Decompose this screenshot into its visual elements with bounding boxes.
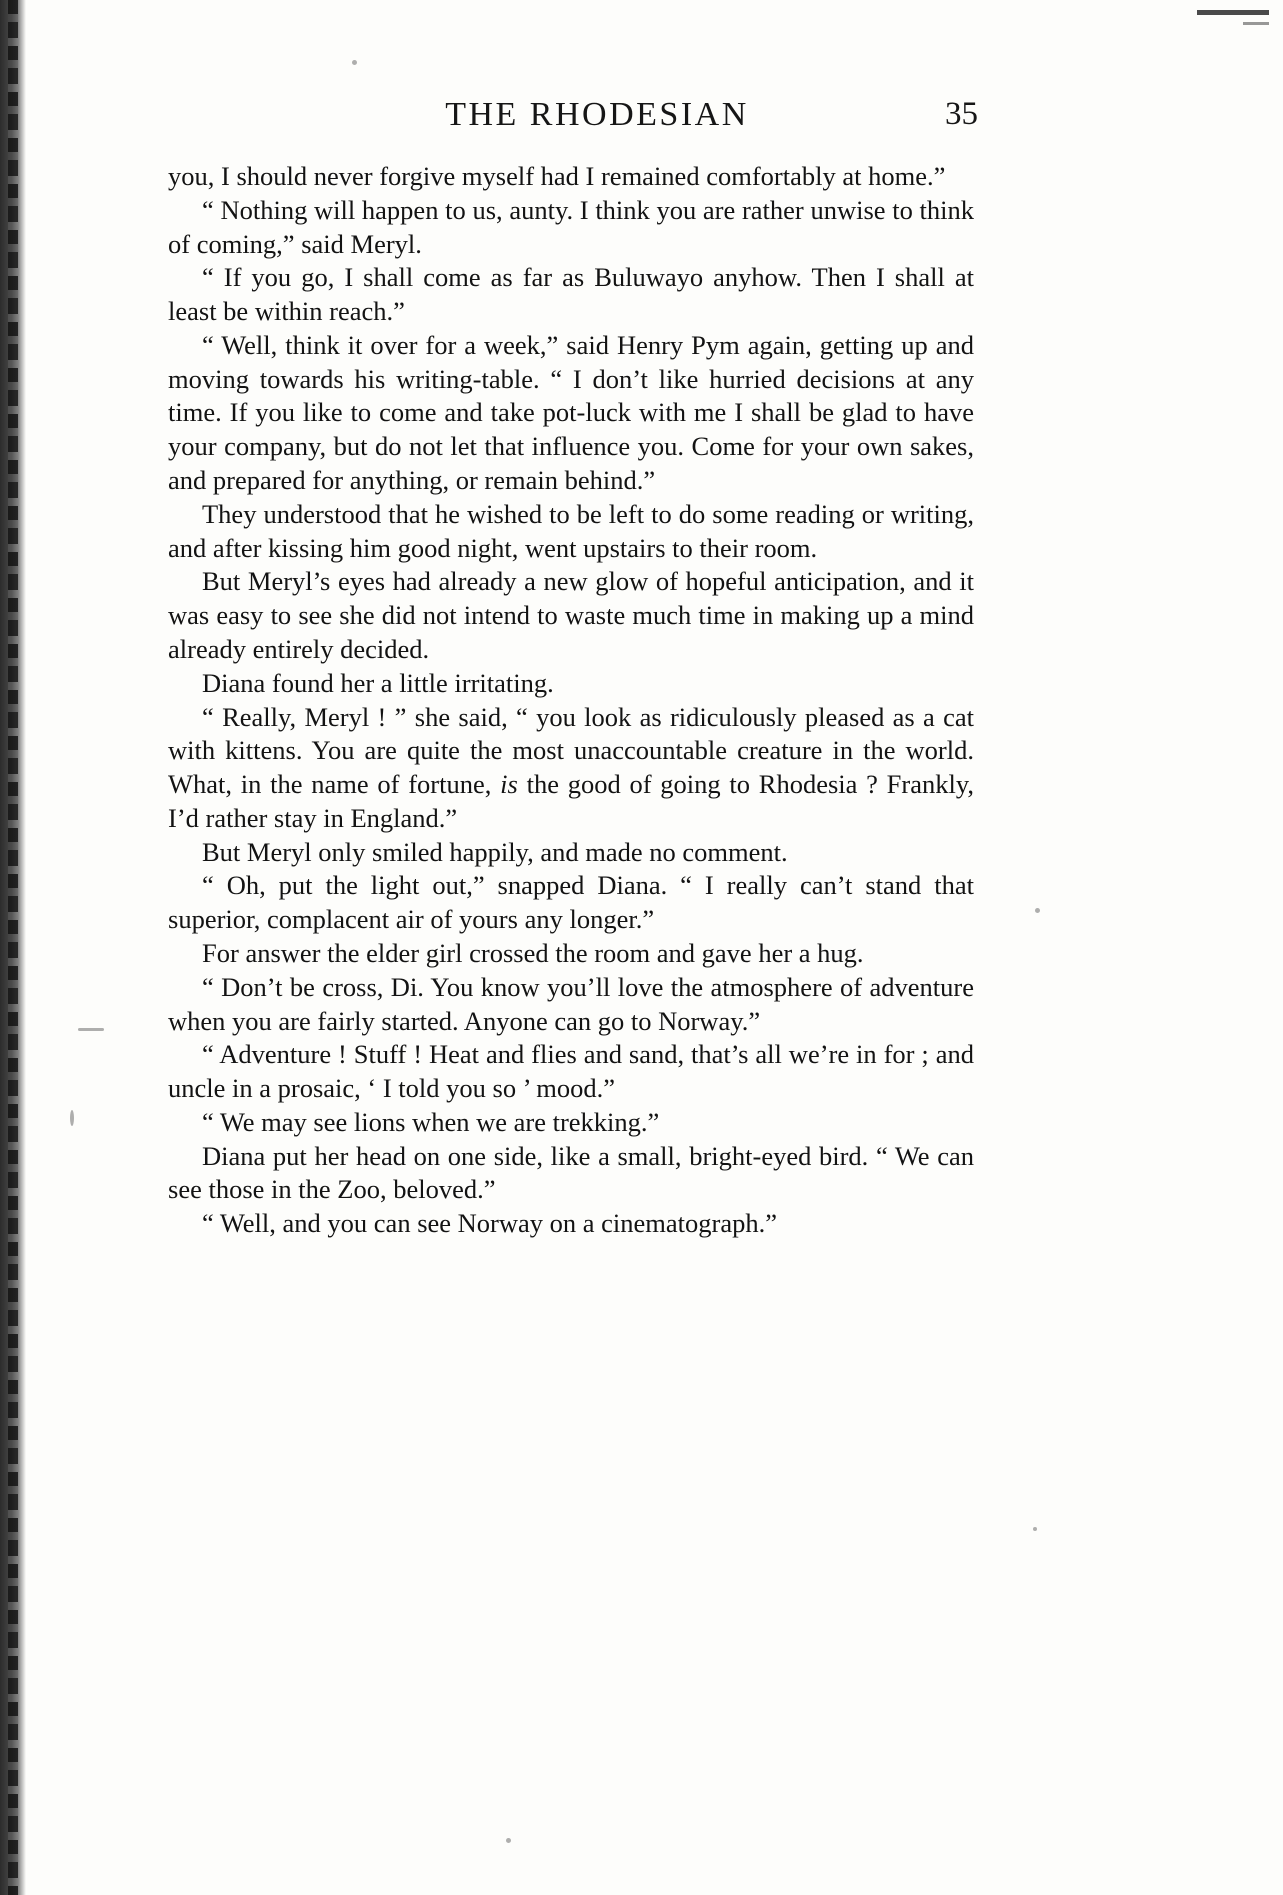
paragraph: “ Well, think it over for a week,” said Henry Pym again, getting up and moving towards his writing-table. “ I don’t like hurried decisions at any time. If you like to come and take pot-luck with me I shall be glad to have your company, but do not let that influence you. Come for your own sakes, and prepared for anything, or remain behind.” [168, 329, 974, 496]
page-number: 35 [945, 96, 978, 132]
paragraph-with-italic [168, 701, 974, 836]
paragraph: “ If you go, I shall come as far as Buluwayo anyhow. Then I shall at least be within reach.” [168, 262, 974, 327]
paragraph: For answer the elder girl crossed the room and gave her a hug. [202, 937, 864, 968]
paragraph: “ We may see lions when we are trekking.” [202, 1106, 660, 1137]
paragraph: “ Don’t be cross, Di. You know you’ll love the atmosphere of adventure when you are fairly started. Anyone can go to Norway.” [168, 971, 974, 1036]
scan-mark-top-right [1197, 10, 1269, 15]
paragraph: Diana put her head on one side, like a small, bright-eyed bird. “ We can see those in the Zoo, beloved.” [168, 1140, 974, 1205]
page-content [168, 96, 978, 1241]
paragraph: “ Oh, put the light out,” snapped Diana. “ I really can’t stand that superior, complacent air of yours any longer.” [168, 870, 974, 935]
paragraph: But Meryl’s eyes had already a new glow of hopeful anticipation, and it was easy to see she did not intend to waste much time in making up a mind already entirely decided. [168, 566, 974, 664]
scan-speck [1033, 1527, 1037, 1531]
scan-speck [1035, 908, 1040, 913]
paragraph: But Meryl only smiled happily, and made no comment. [202, 836, 788, 867]
scan-speck [78, 1028, 104, 1031]
paragraph-text-before-italic: “ Really, Meryl ! ” she said, “ you look as ridiculously pleased as a cat with kittens. You are quite the most unaccountable creature in the world. What, in the name of fortune, [168, 701, 974, 800]
running-head: THE RHODESIAN [445, 96, 749, 133]
paragraph: “ Well, and you can see Norway on a cinematograph.” [202, 1208, 778, 1239]
paragraph: “ Nothing will happen to us, aunty. I think you are rather unwise to think of coming,” said Meryl. [168, 194, 974, 259]
paragraph: Diana found her a little irritating. [202, 667, 554, 698]
paragraph: “ Adventure ! Stuff ! Heat and flies and sand, that’s all we’re in for ; and uncle in a prosaic, ‘ I told you so ’ mood.” [168, 1039, 974, 1104]
page-header [168, 96, 978, 134]
scan-edge-artifact [0, 0, 26, 1895]
scan-speck [352, 60, 357, 65]
body-text [168, 160, 974, 1241]
scan-mark-top-right-secondary [1243, 22, 1269, 25]
scan-speck [506, 1838, 511, 1843]
paragraph: They understood that he wished to be left to do some reading or writing, and after kissing him good night, went upstairs to their room. [168, 498, 974, 563]
paragraph-text-after-italic: the good of going to Rhodesia ? Frankly, I’d rather stay in England.” [168, 769, 975, 833]
italic-word: is [500, 769, 518, 800]
scan-speck [70, 1110, 74, 1126]
paragraph: you, I should never forgive myself had I remained comfortably at home.” [168, 161, 946, 191]
